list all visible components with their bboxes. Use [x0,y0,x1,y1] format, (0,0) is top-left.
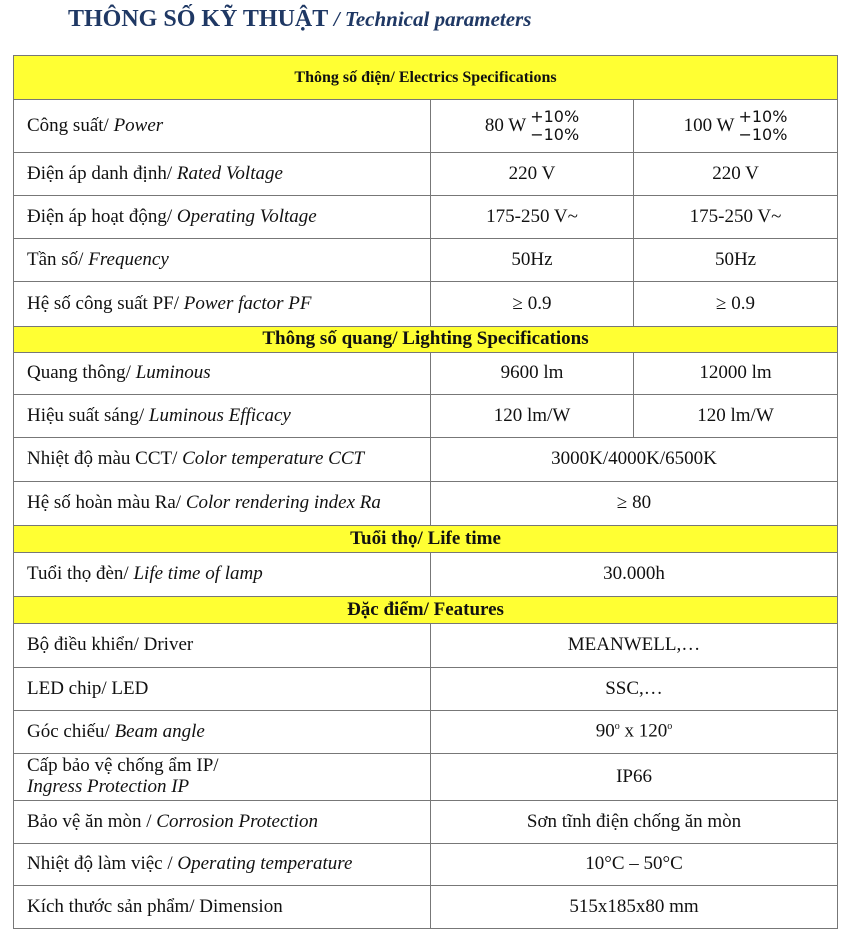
section-features [14,597,838,624]
row-label: Tuổi thọ đèn/ Life time of lamp [14,553,431,597]
row-label: Hiệu suất sáng/ Luminous Efficacy [14,395,431,438]
row-value: ≥ 0.9 [431,282,634,327]
row-value: ≥ 80 [431,482,838,526]
row-label: Hệ số hoàn màu Ra/ Color rendering index Ra [14,482,431,526]
row-value: 120 lm/W [634,395,838,438]
row-value: 220 V [634,153,838,196]
row-value: 100 W +10% −10% [634,100,838,153]
table-row [14,668,838,711]
row-label: Cấp bảo vệ chống ẩm IP/ Ingress Protection IP [14,754,431,801]
table-row [14,624,838,668]
row-value: Sơn tĩnh điện chống ăn mòn [431,801,838,844]
table-row [14,239,838,282]
table-row [14,196,838,239]
row-value: 175-250 V~ [634,196,838,239]
row-value: 30.000h [431,553,838,597]
row-value: 220 V [431,153,634,196]
table-row [14,482,838,526]
section-lighting [14,327,838,353]
section-title: Thông số điện/ Electrics Specifications [14,56,838,100]
row-label: Điện áp hoạt động/ Operating Voltage [14,196,431,239]
section-title: Tuổi thọ/ Life time [14,526,838,553]
row-value: MEANWELL,… [431,624,838,668]
tolerance: +10% −10% [738,106,788,144]
title-sub: / Technical parameters [333,7,532,31]
row-label: Góc chiếu/ Beam angle [14,711,431,754]
row-value: 175-250 V~ [431,196,634,239]
row-value: ≥ 0.9 [634,282,838,327]
table-row [14,282,838,327]
table-row [14,844,838,886]
table-row [14,754,838,801]
row-value: 9600 lm [431,353,634,395]
row-value: 50Hz [634,239,838,282]
row-value: IP66 [431,754,838,801]
table-row [14,886,838,929]
table-row [14,100,838,153]
table-row [14,153,838,196]
row-label: Quang thông/ Luminous [14,353,431,395]
table-row [14,438,838,482]
section-title: Thông số quang/ Lighting Specifications [14,327,838,353]
page-title [68,6,531,33]
table-row [14,553,838,597]
row-label: Kích thước sản phẩm/ Dimension [14,886,431,929]
row-label: Công suất/ Power [14,100,431,153]
row-label: Hệ số công suất PF/ Power factor PF [14,282,431,327]
row-value: 90$^o$ x 120$^o$ [431,711,838,754]
table-row [14,395,838,438]
row-value: 515x185x80 mm [431,886,838,929]
row-label: Nhiệt độ làm việc / Operating temperature [14,844,431,886]
tolerance: +10% −10% [530,106,580,144]
row-value: 120 lm/W [431,395,634,438]
row-label: Điện áp danh định/ Rated Voltage [14,153,431,196]
row-label: Bộ điều khiển/ Driver [14,624,431,668]
row-value: 80 W +10% −10% [431,100,634,153]
spec-table [13,55,838,929]
section-life [14,526,838,553]
title-main: THÔNG SỐ KỸ THUẬT [68,6,328,32]
row-label: Nhiệt độ màu CCT/ Color temperature CCT [14,438,431,482]
row-label: Tần số/ Frequency [14,239,431,282]
table-row [14,353,838,395]
section-title: Đặc điểm/ Features [14,597,838,624]
section-electrics [14,56,838,100]
table-row [14,711,838,754]
row-label: LED chip/ LED [14,668,431,711]
row-value: 10°C – 50°C [431,844,838,886]
row-value: SSC,… [431,668,838,711]
row-value: 12000 lm [634,353,838,395]
row-value: 3000K/4000K/6500K [431,438,838,482]
table-row [14,801,838,844]
row-label: Bảo vệ ăn mòn / Corrosion Protection [14,801,431,844]
row-value: 50Hz [431,239,634,282]
